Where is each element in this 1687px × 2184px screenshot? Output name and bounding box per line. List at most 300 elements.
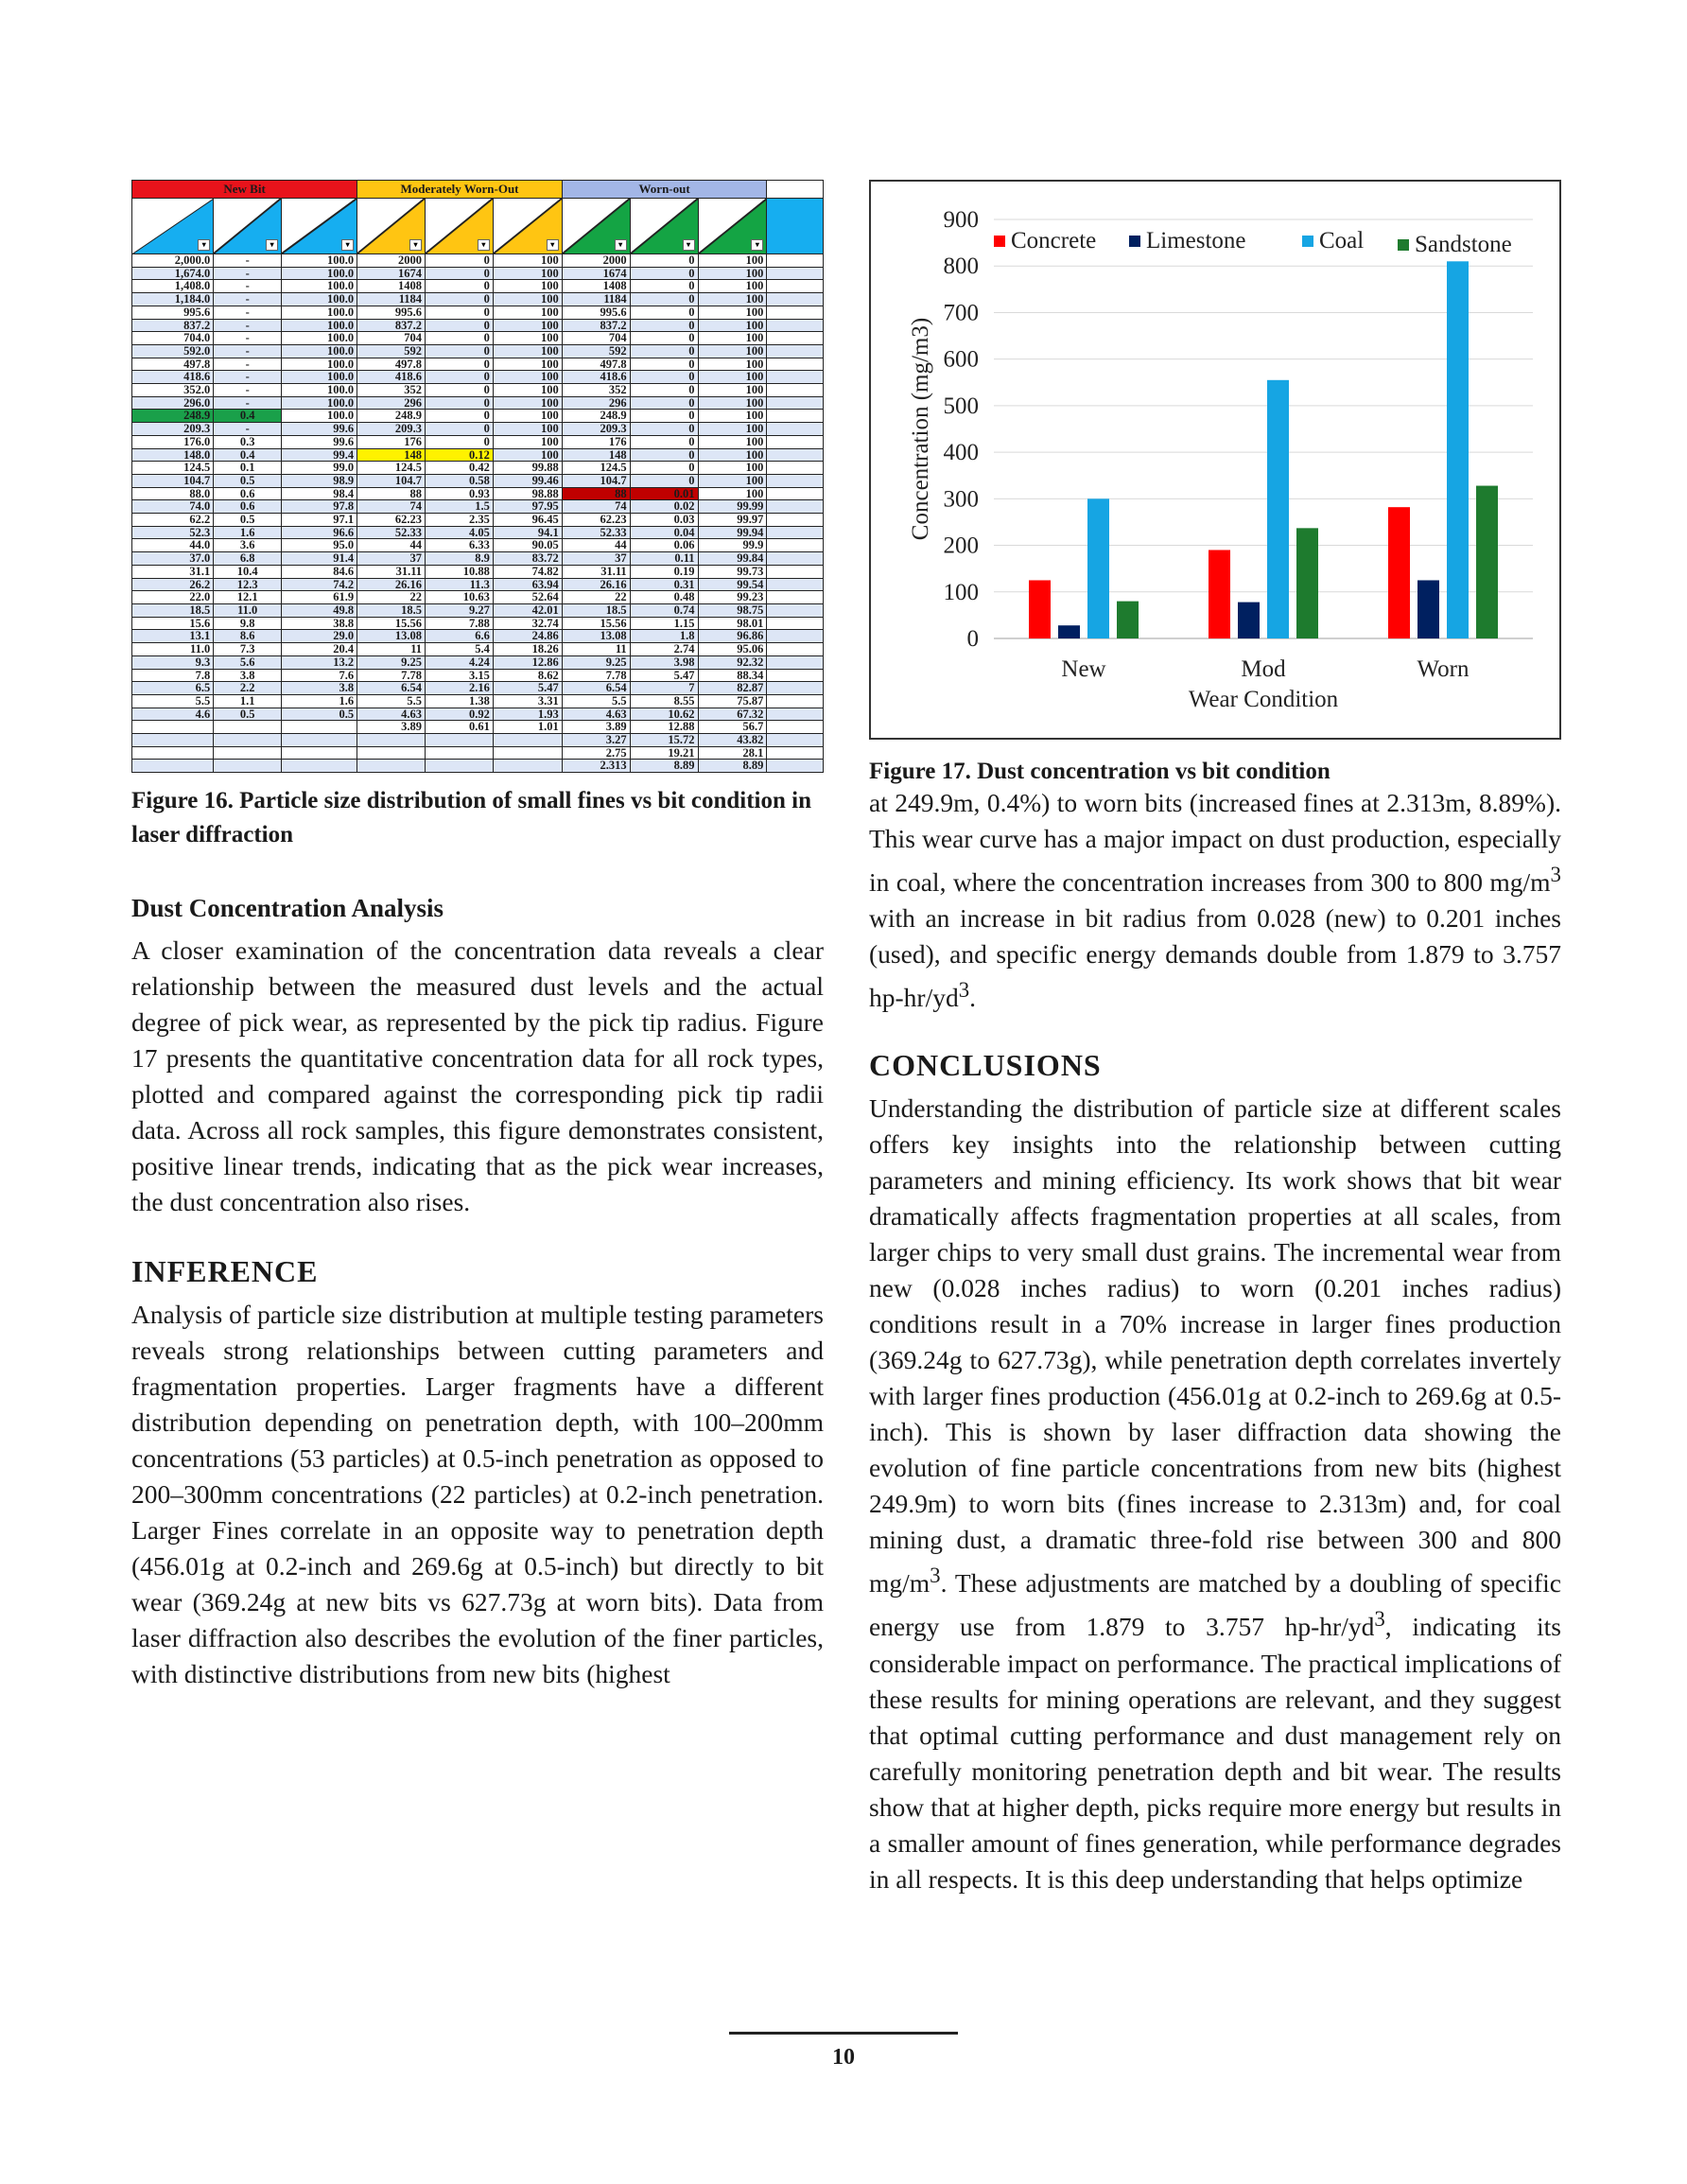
- table-cell: 52.64: [493, 591, 562, 604]
- table-cell: 0: [426, 358, 494, 371]
- bar-coal-worn: [1447, 261, 1469, 638]
- table-cell: 10.63: [426, 591, 494, 604]
- filter-dropdown-icon[interactable]: ▾: [615, 239, 627, 251]
- table-cell: 22: [562, 591, 630, 604]
- table-cell: 84.6: [282, 565, 357, 578]
- table-cell: 74: [357, 500, 426, 514]
- table-cell: -: [214, 358, 282, 371]
- table-cell: 2.16: [426, 682, 494, 695]
- table-cell: [767, 280, 824, 293]
- table-cell: [767, 514, 824, 527]
- table-cell: 0: [426, 332, 494, 345]
- table-cell: -: [214, 306, 282, 319]
- table-cell: 38.8: [282, 617, 357, 630]
- table-cell: 1.1: [214, 694, 282, 708]
- table-cell: 0.12: [426, 448, 494, 462]
- table-row: [132, 746, 824, 760]
- table-cell: [132, 734, 214, 747]
- filter-cell: [132, 199, 214, 254]
- x-tick-label: Worn: [1417, 656, 1470, 682]
- table-cell: 8.55: [630, 694, 698, 708]
- table-cell: 2.75: [562, 746, 630, 760]
- table-cell: 6.33: [426, 539, 494, 552]
- table-cell: -: [214, 280, 282, 293]
- header-blank: [767, 181, 824, 199]
- table-cell: 8.9: [426, 552, 494, 566]
- table-cell: 0.04: [630, 526, 698, 539]
- filter-cell: [493, 199, 562, 254]
- table-cell: 97.1: [282, 514, 357, 527]
- table-cell: [767, 526, 824, 539]
- table-cell: 37: [562, 552, 630, 566]
- table-cell: [493, 760, 562, 773]
- table-cell: 176: [357, 435, 426, 448]
- table-cell: 2.35: [426, 514, 494, 527]
- table-cell: 100: [493, 448, 562, 462]
- table-cell: 100.0: [282, 332, 357, 345]
- table-cell: 2.313: [562, 760, 630, 773]
- table-cell: 12.1: [214, 591, 282, 604]
- table-cell: 18.5: [357, 603, 426, 617]
- filter-dropdown-icon[interactable]: ▾: [341, 239, 354, 251]
- table-cell: [493, 746, 562, 760]
- table-cell: 7: [630, 682, 698, 695]
- filter-dropdown-icon[interactable]: ▾: [409, 239, 422, 251]
- x-axis-title: Wear Condition: [1188, 687, 1339, 712]
- table-cell: [357, 746, 426, 760]
- table-cell: -: [214, 332, 282, 345]
- table-row: [132, 474, 824, 487]
- table-cell: 100.0: [282, 306, 357, 319]
- table-cell: 15.72: [630, 734, 698, 747]
- table-row: [132, 423, 824, 436]
- table-cell: [132, 760, 214, 773]
- table-cell: [767, 643, 824, 656]
- table-cell: 74.0: [132, 500, 214, 514]
- table-row: [132, 734, 824, 747]
- table-cell: 37: [357, 552, 426, 566]
- table-cell: 352: [562, 384, 630, 397]
- table-cell: 82.87: [698, 682, 767, 695]
- table-cell: [132, 746, 214, 760]
- table-cell: [767, 708, 824, 721]
- table-cell: [282, 760, 357, 773]
- table-cell: [767, 474, 824, 487]
- table-cell: 10.88: [426, 565, 494, 578]
- table-cell: 995.6: [357, 306, 426, 319]
- table-cell: [767, 267, 824, 280]
- table-cell: 0: [426, 384, 494, 397]
- table-cell: 100: [493, 410, 562, 423]
- table-cell: 100: [493, 423, 562, 436]
- filter-cell: [698, 199, 767, 254]
- bar-concrete-mod: [1209, 550, 1230, 638]
- filter-dropdown-icon[interactable]: ▾: [683, 239, 695, 251]
- table-cell: [767, 500, 824, 514]
- table-row: [132, 655, 824, 669]
- table-cell: 31.11: [357, 565, 426, 578]
- table-cell: 26.16: [562, 578, 630, 591]
- table-cell: [767, 319, 824, 332]
- table-row: [132, 760, 824, 773]
- table-cell: [426, 760, 494, 773]
- table-cell: 10.4: [214, 565, 282, 578]
- left-column: [131, 180, 824, 1692]
- table-cell: 100: [698, 254, 767, 268]
- bar-coal-new: [1087, 498, 1109, 638]
- table-cell: [767, 746, 824, 760]
- table-cell: 11.0: [132, 643, 214, 656]
- table-cell: 0: [630, 254, 698, 268]
- table-cell: 1,674.0: [132, 267, 214, 280]
- table-cell: 0.74: [630, 603, 698, 617]
- table-cell: 1408: [562, 280, 630, 293]
- table-cell: 418.6: [357, 371, 426, 384]
- table-cell: 13.08: [562, 630, 630, 643]
- table-cell: 0: [426, 435, 494, 448]
- table-row: [132, 319, 824, 332]
- table-row: [132, 306, 824, 319]
- legend-label: Sandstone: [1415, 232, 1512, 257]
- continued-text-part: at 249.9m, 0.4%) to worn bits (increased fines at 2.313m, 8.89%). This wear curve has a major impact on dust production, especially in coal, where the concentration increases from 300 to 800 mg/m: [869, 788, 1561, 898]
- table-cell: 98.9: [282, 474, 357, 487]
- filter-dropdown-icon[interactable]: ▾: [266, 239, 278, 251]
- table-cell: 63.94: [493, 578, 562, 591]
- table-cell: 11: [562, 643, 630, 656]
- table-cell: 100: [698, 487, 767, 500]
- table-cell: 12.86: [493, 655, 562, 669]
- table-cell: 0: [426, 254, 494, 268]
- page-number: 10: [832, 2045, 855, 2070]
- table-cell: 995.6: [132, 306, 214, 319]
- conclusions-text: [869, 1091, 1561, 1896]
- table-cell: [767, 332, 824, 345]
- bar-concrete-new: [1029, 580, 1051, 638]
- table-cell: 100.0: [282, 319, 357, 332]
- table-cell: 0.58: [426, 474, 494, 487]
- table-row: [132, 617, 824, 630]
- y-tick-label: 100: [943, 579, 979, 605]
- table-cell: 248.9: [562, 410, 630, 423]
- table-cell: 13.2: [282, 655, 357, 669]
- table-cell: 124.5: [357, 462, 426, 475]
- table-cell: -: [214, 319, 282, 332]
- table-cell: 4.24: [426, 655, 494, 669]
- table-cell: 1.8: [630, 630, 698, 643]
- table-cell: 100: [698, 423, 767, 436]
- table-cell: 7.78: [357, 669, 426, 682]
- table-cell: 6.54: [357, 682, 426, 695]
- table-cell: 9.8: [214, 617, 282, 630]
- table-cell: 99.99: [698, 500, 767, 514]
- table-row: [132, 603, 824, 617]
- table-row: [132, 721, 824, 734]
- table-cell: 592.0: [132, 344, 214, 358]
- table-cell: 15.56: [562, 617, 630, 630]
- filter-dropdown-icon[interactable]: ▾: [547, 239, 559, 251]
- particle-size-table: [131, 180, 824, 773]
- table-cell: 0: [426, 319, 494, 332]
- table-cell: 0: [426, 344, 494, 358]
- table-row: [132, 358, 824, 371]
- table-cell: 7.78: [562, 669, 630, 682]
- table-cell: 7.3: [214, 643, 282, 656]
- dust-concentration-chart: [869, 180, 1561, 740]
- conclusions-text-part: Understanding the distribution of particle size at different scales offers key insights into the relationship between cutting parameters and mining efficiency. Its work shows that bit wear dramatically affects fragmentation properties at all scales, from larger chips to very small dust grains. The incremental wear from new (0.028 inches radius) to worn (0.201 inches radius) conditions result in a 70% increase in larger fines production (369.24g to 627.73g), while penetration depth correlates invertely with larger fines production (456.01g at 0.2-inch to 269.6g at 0.5-inch). This is shown by laser diffraction data showing the evolution of fine particle concentrations from new bits (highest 249.9m) to worn bits (fines increase to 2.313m) and, for coal mining dust, a dramatic three-fold rise between 300 and 800 mg/m: [869, 1093, 1561, 1599]
- table-cell: 0: [630, 319, 698, 332]
- table-row: [132, 280, 824, 293]
- table-cell: 0: [426, 410, 494, 423]
- table-cell: [214, 734, 282, 747]
- table-cell: 0.4: [214, 448, 282, 462]
- table-cell: [767, 384, 824, 397]
- conclusions-text-part: . These adjustments are matched by a doubling of specific energy use from 1.879 to 3.757 hp-hr/yd: [869, 1568, 1561, 1642]
- table-cell: 837.2: [562, 319, 630, 332]
- table-cell: 100.0: [282, 267, 357, 280]
- table-cell: 995.6: [562, 306, 630, 319]
- table-cell: 18.5: [132, 603, 214, 617]
- table-cell: 100: [698, 435, 767, 448]
- table-cell: 10.62: [630, 708, 698, 721]
- table-cell: 497.8: [562, 358, 630, 371]
- table-cell: 209.3: [357, 423, 426, 436]
- table-cell: 100: [493, 280, 562, 293]
- table-row: [132, 332, 824, 345]
- table-cell: 209.3: [562, 423, 630, 436]
- table-cell: -: [214, 423, 282, 436]
- table-cell: 0.01: [630, 487, 698, 500]
- table-cell: 31.11: [562, 565, 630, 578]
- table-cell: 0: [630, 423, 698, 436]
- table-cell: 9.25: [562, 655, 630, 669]
- table-cell: 100.0: [282, 396, 357, 410]
- table-cell: 49.8: [282, 603, 357, 617]
- table-cell: 0: [630, 344, 698, 358]
- legend-label: Concrete: [1011, 228, 1097, 253]
- table-row: [132, 565, 824, 578]
- table-row: [132, 254, 824, 268]
- table-cell: -: [214, 267, 282, 280]
- table-cell: 0.4: [214, 410, 282, 423]
- table-cell: 6.6: [426, 630, 494, 643]
- table-cell: [214, 760, 282, 773]
- y-tick-label: 0: [966, 626, 979, 652]
- table-cell: 3.6: [214, 539, 282, 552]
- table-cell: 176.0: [132, 435, 214, 448]
- table-cell: 5.5: [132, 694, 214, 708]
- table-cell: 11.3: [426, 578, 494, 591]
- table-cell: 4.63: [562, 708, 630, 721]
- table-row: [132, 435, 824, 448]
- table-cell: 98.75: [698, 603, 767, 617]
- table-row: [132, 552, 824, 566]
- table-cell: [767, 423, 824, 436]
- table-cell: 3.27: [562, 734, 630, 747]
- dust-concentration-heading: Dust Concentration Analysis: [131, 894, 444, 923]
- legend-swatch: [1129, 236, 1140, 247]
- table-row: [132, 448, 824, 462]
- table-cell: 209.3: [132, 423, 214, 436]
- table-cell: 148: [357, 448, 426, 462]
- table-cell: 100.0: [282, 280, 357, 293]
- table-cell: 100.0: [282, 384, 357, 397]
- y-tick-label: 300: [943, 486, 979, 513]
- table-cell: 0: [630, 396, 698, 410]
- y-tick-label: 500: [943, 393, 979, 419]
- table-cell: 0.48: [630, 591, 698, 604]
- table-cell: 100: [698, 293, 767, 306]
- table-cell: [767, 552, 824, 566]
- table-cell: 100.0: [282, 293, 357, 306]
- table-cell: [767, 306, 824, 319]
- table-cell: [282, 721, 357, 734]
- table-cell: 0.11: [630, 552, 698, 566]
- x-tick-label: New: [1061, 656, 1106, 682]
- table-cell: 296.0: [132, 396, 214, 410]
- table-row: [132, 514, 824, 527]
- table-cell: 2.74: [630, 643, 698, 656]
- table-cell: 148: [562, 448, 630, 462]
- table-cell: 1,184.0: [132, 293, 214, 306]
- table-cell: 99.9: [698, 539, 767, 552]
- bar-sandstone-new: [1117, 602, 1139, 638]
- table-cell: 88.34: [698, 669, 767, 682]
- table-row: [132, 682, 824, 695]
- table-cell: 5.6: [214, 655, 282, 669]
- table-cell: [767, 358, 824, 371]
- table-cell: 0: [426, 293, 494, 306]
- table-cell: 99.54: [698, 578, 767, 591]
- dust-concentration-text: A closer examination of the concentration data reveals a clear relationship between the measured dust levels and the actual degree of pick wear, as represented by the pick tip radius. Figure 17 presents the quantitative concentration data for all rock types, plotted and compared against the corresponding pick tip radii data. Across all rock samples, this figure demonstrates consistent, positive linear trends, indicating that as the pick wear increases, the dust concentration also rises.: [131, 935, 824, 1217]
- table-cell: 2000: [562, 254, 630, 268]
- table-cell: 13.1: [132, 630, 214, 643]
- table-cell: 74: [562, 500, 630, 514]
- table-cell: 99.6: [282, 423, 357, 436]
- table-cell: 0: [630, 280, 698, 293]
- table-cell: 26.2: [132, 578, 214, 591]
- legend-label: Coal: [1319, 228, 1365, 253]
- table-cell: [767, 448, 824, 462]
- table-cell: [767, 694, 824, 708]
- filter-dropdown-icon[interactable]: ▾: [198, 239, 210, 251]
- table-cell: 0.93: [426, 487, 494, 500]
- table-cell: 704: [357, 332, 426, 345]
- table-row: [132, 344, 824, 358]
- table-cell: [282, 746, 357, 760]
- table-cell: 0: [630, 267, 698, 280]
- table-cell: 100: [698, 448, 767, 462]
- table-cell: 44.0: [132, 539, 214, 552]
- table-cell: -: [214, 344, 282, 358]
- table-cell: 99.46: [493, 474, 562, 487]
- table-cell: [767, 617, 824, 630]
- table-cell: [767, 435, 824, 448]
- table-cell: 100: [493, 267, 562, 280]
- group-header-worn: Worn-out: [562, 181, 767, 199]
- table-cell: 18.5: [562, 603, 630, 617]
- table-cell: [767, 760, 824, 773]
- table-cell: [767, 721, 824, 734]
- legend-swatch: [994, 236, 1005, 247]
- table-cell: 592: [357, 344, 426, 358]
- table-row: [132, 267, 824, 280]
- table-row: [132, 293, 824, 306]
- table-cell: 7.6: [282, 669, 357, 682]
- table-cell: 5.5: [357, 694, 426, 708]
- table-cell: 104.7: [562, 474, 630, 487]
- table-cell: [767, 578, 824, 591]
- table-cell: 6.8: [214, 552, 282, 566]
- table-cell: 100: [698, 267, 767, 280]
- table-cell: 62.23: [357, 514, 426, 527]
- table-cell: 67.32: [698, 708, 767, 721]
- table-cell: 0.03: [630, 514, 698, 527]
- table-cell: 7.88: [426, 617, 494, 630]
- filter-dropdown-icon[interactable]: ▾: [751, 239, 763, 251]
- table-cell: 3.31: [493, 694, 562, 708]
- y-tick-label: 800: [943, 253, 979, 280]
- table-cell: 99.84: [698, 552, 767, 566]
- table-cell: 124.5: [562, 462, 630, 475]
- table-cell: 5.47: [630, 669, 698, 682]
- table-cell: 19.21: [630, 746, 698, 760]
- table-cell: 1674: [357, 267, 426, 280]
- table-cell: -: [214, 371, 282, 384]
- table-cell: [767, 591, 824, 604]
- table-cell: 88: [562, 487, 630, 500]
- table-cell: [767, 539, 824, 552]
- table-cell: 100: [698, 319, 767, 332]
- table-cell: -: [214, 384, 282, 397]
- superscript: 3: [930, 1564, 941, 1588]
- table-cell: 1184: [357, 293, 426, 306]
- table-cell: 6.54: [562, 682, 630, 695]
- table-cell: 11.0: [214, 603, 282, 617]
- table-cell: 0: [630, 474, 698, 487]
- table-row: [132, 591, 824, 604]
- table-cell: 837.2: [132, 319, 214, 332]
- figure-16-caption: Figure 16. Particle size distribution of small fines vs bit condition in laser diffraction: [131, 788, 811, 848]
- y-tick-label: 400: [943, 440, 979, 466]
- legend-label: Limestone: [1146, 228, 1246, 253]
- table-cell: 95.0: [282, 539, 357, 552]
- table-cell: 0.61: [426, 721, 494, 734]
- table-cell: 0.5: [214, 708, 282, 721]
- table-cell: 0.5: [214, 474, 282, 487]
- table-cell: 99.0: [282, 462, 357, 475]
- table-cell: 0: [630, 306, 698, 319]
- table-cell: 100: [493, 332, 562, 345]
- table-cell: 90.05: [493, 539, 562, 552]
- table-cell: 99.6: [282, 435, 357, 448]
- filter-dropdown-icon[interactable]: ▾: [478, 239, 490, 251]
- table-cell: 1.38: [426, 694, 494, 708]
- table-cell: 296: [562, 396, 630, 410]
- footer-rule: [729, 2032, 958, 2035]
- table-cell: 96.6: [282, 526, 357, 539]
- table-cell: 8.89: [630, 760, 698, 773]
- bar-limestone-new: [1058, 625, 1080, 638]
- table-cell: [767, 565, 824, 578]
- table-cell: 0: [630, 435, 698, 448]
- table-cell: 148.0: [132, 448, 214, 462]
- bar-limestone-worn: [1417, 580, 1439, 638]
- table-cell: 88: [357, 487, 426, 500]
- table-cell: 100: [698, 410, 767, 423]
- table-row: [132, 487, 824, 500]
- table-cell: 1674: [562, 267, 630, 280]
- table-cell: 100: [698, 371, 767, 384]
